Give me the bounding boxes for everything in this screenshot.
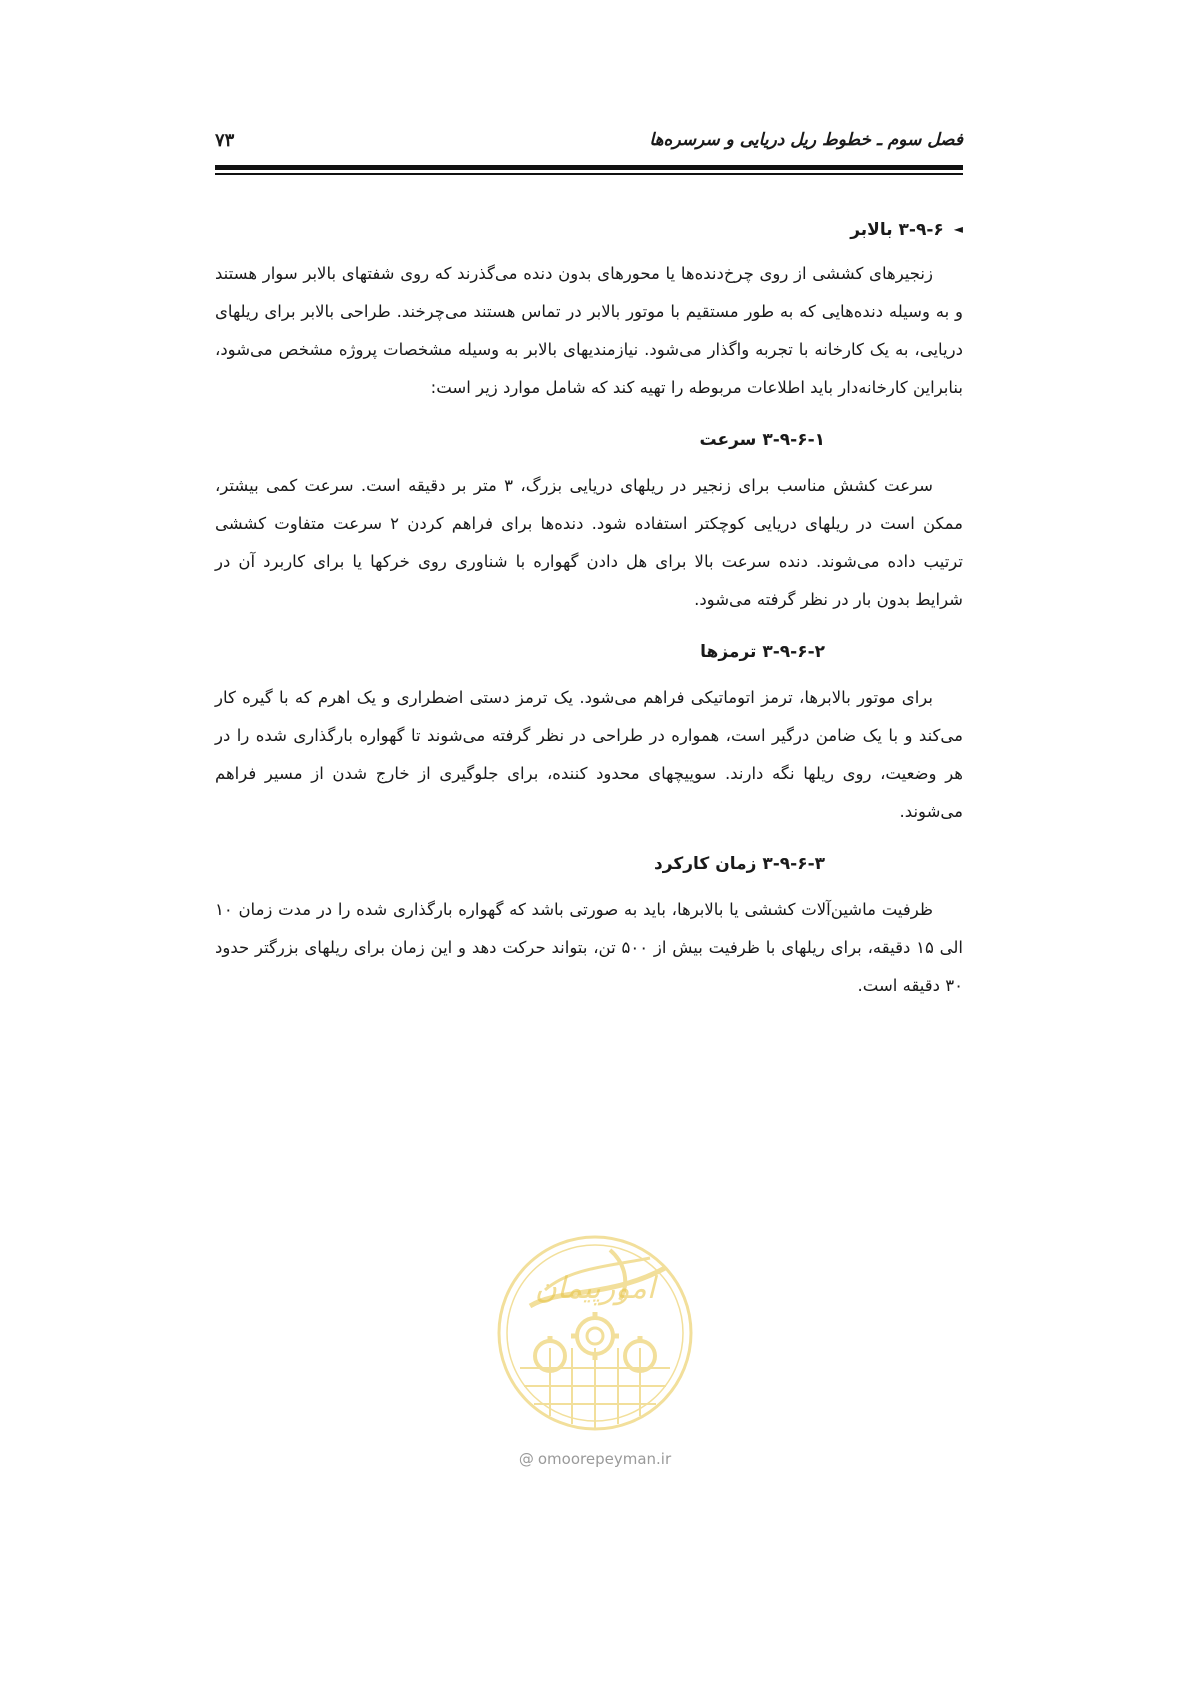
subsection-heading-brakes: ۳-۹-۶-۲ ترمزها	[700, 642, 825, 662]
subsection-paragraph-operating-time: ظرفیت ماشین‌آلات کششی یا بالابرها، باید به صورتی باشد که گهواره بارگذاری شده را در مدت زمان ۱۰ الی ۱۵ دقیقه، برای ریلهای با ظرفیت بیش از ۵۰۰ تن، بتواند حرکت دهد و این زمان برای ریلهای بزرگتر حدود ۳۰ دقیقه است.	[215, 900, 964, 995]
arrow-bullet-icon: ◄	[953, 222, 963, 236]
page-number: ۷۳	[215, 130, 235, 151]
page-body	[215, 214, 963, 1005]
chapter-title: فصل سوم ـ خطوط ریل دریایی و سرسره‌ها	[649, 130, 963, 150]
subsection-paragraph-brakes: برای موتور بالابرها، ترمز اتوماتیکی فراهم می‌شود. یک ترمز دستی اضطراری و یک اهرم که با گیره کار می‌کند و با یک ضامن درگیر است، همواره در طراحی در نظر گرفته می‌شوند تا گهواره بارگذاری شده را در هر وضعیت، روی ریلها نگه دارند. سوییچهای محدود کننده، برای جلوگیری از خارج شدن از مسیر فراهم می‌شوند.	[215, 688, 963, 821]
section-heading-text: ۳-۹-۶ بالابر	[850, 220, 944, 240]
section-heading	[215, 214, 963, 245]
subsection-heading-operating-time: ۳-۹-۶-۳ زمان کارکرد	[654, 854, 825, 874]
subsection-heading-speed: ۳-۹-۶-۱ سرعت	[699, 430, 825, 450]
watermark-url-text: omoorepeyman.ir	[537, 1450, 672, 1468]
subsection-paragraph-speed: سرعت کشش مناسب برای زنجیر در ریلهای دریایی بزرگ، ۳ متر بر دقیقه است. سرعت کمی بیشتر، ممکن است در ریلهای دریایی کوچکتر استفاده شود. دنده‌ها برای فراهم کردن ۲ سرعت متفاوت کششی ترتیب داده می‌شوند. دنده سرعت بالا برای هل دادن گهواره با شناوری روی خرکها یا برای کاربرد آن در شرایط بدون بار در نظر گرفته می‌شود.	[215, 476, 963, 609]
running-header	[215, 122, 963, 162]
watermark-logo	[490, 1228, 700, 1438]
section-intro-paragraph: زنجیرهای کششی از روی چرخ‌دنده‌ها یا محورهای بدون دنده می‌گذرند که روی شفتهای بالابر سوار هستند و به وسیله دنده‌هایی که به طور مستقیم با موتور بالابر در تماس هستند می‌چرخند. طراحی بالابر برای ریلهای دریایی، به یک کارخانه با تجربه واگذار می‌شود. نیازمندیهای بالابر به وسیله مشخصات پروژه مشخص می‌شود، بنابراین کارخانه‌دار باید اطلاعات مربوطه را تهیه کند که شامل موارد زیر است:	[215, 264, 963, 397]
watermark-url	[0, 1450, 1190, 1468]
at-sign-icon: @	[518, 1450, 534, 1468]
svg-text:امورپیمان: امورپیمان	[534, 1271, 656, 1306]
watermark-seal-icon	[490, 1228, 700, 1438]
header-rule-thin	[215, 173, 963, 175]
header-rule-thick	[215, 165, 963, 170]
